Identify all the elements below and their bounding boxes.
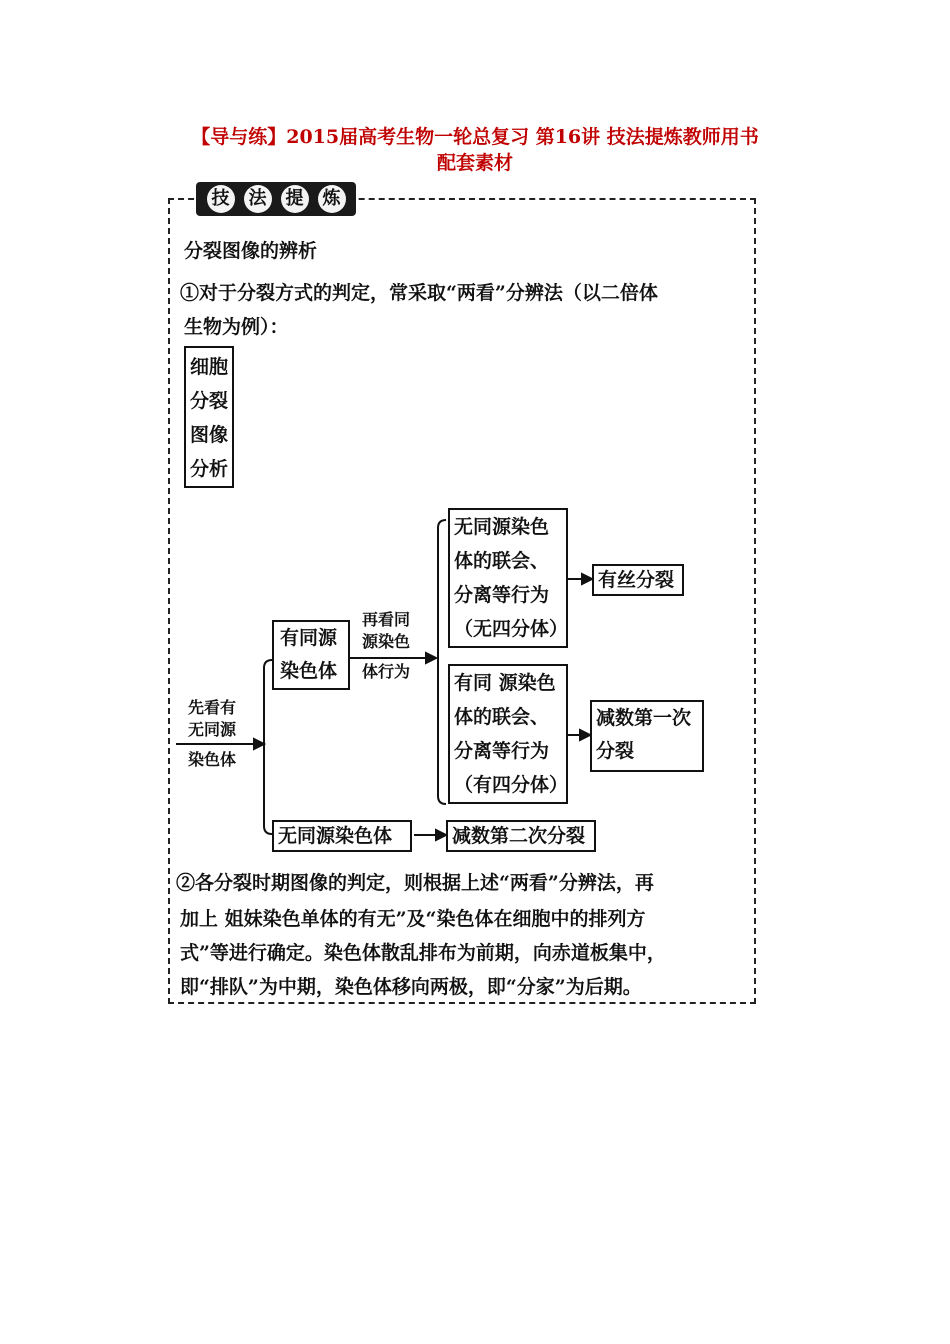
box-line: 分离等行为	[454, 740, 550, 762]
box-line: 分裂	[596, 740, 635, 762]
mitosis-box: 有丝分裂	[592, 564, 684, 596]
box-line: 有同源	[280, 627, 338, 649]
box-line: 体的联会、	[454, 706, 550, 728]
meiosis2-box: 减数第二次分裂	[446, 820, 596, 852]
box-line: 无同源染色	[454, 516, 550, 538]
banner-char: 炼	[318, 185, 346, 213]
first-look-label-3: 染色体	[188, 750, 237, 769]
box-line: 体的联会、	[454, 550, 550, 572]
side-label-line: 分裂	[190, 390, 229, 412]
meiosis1-box	[590, 700, 704, 772]
first-look-label-1: 先看有	[188, 698, 237, 717]
paragraph2-line1: ②各分裂时期图像的判定，则根据上述“两看”分辨法，再	[176, 872, 654, 894]
side-label-line: 图像	[190, 424, 229, 446]
box-line: 染色体	[280, 660, 338, 682]
no-pairing-box	[448, 508, 568, 648]
has-pairing-box	[448, 664, 568, 804]
banner-char: 提	[281, 185, 309, 213]
box-line: 有同 源染色	[454, 672, 556, 694]
box-line: （无四分体）	[454, 618, 569, 640]
section-heading: 分裂图像的辨析	[184, 240, 318, 262]
banner-char: 法	[244, 185, 272, 213]
box-line: （有四分体）	[454, 774, 569, 796]
second-look-label-1: 再看同	[362, 610, 411, 629]
has-homolog-box	[272, 620, 350, 690]
second-look-label-2: 源染色	[362, 632, 411, 651]
no-homolog-box: 无同源染色体	[272, 820, 412, 852]
side-label-line: 分析	[190, 458, 229, 480]
banner-char: 技	[207, 185, 235, 213]
second-look-label-3: 体行为	[362, 662, 411, 681]
first-look-label-2: 无同源	[188, 720, 237, 739]
paragraph1-line2: 生物为例）：	[184, 316, 289, 338]
box-line: 减数第一次	[596, 707, 692, 729]
paragraph2-line4: 即“排队”为中期，染色体移向两极，即“分家”为后期。	[180, 976, 642, 998]
document-title-line1: 【导与练】2015届高考生物一轮总复习 第16讲 技法提炼教师用书	[191, 126, 759, 148]
document-title-line2: 配套素材	[436, 152, 513, 174]
paragraph2-line2: 加上 姐妹染色单体的有无”及“染色体在细胞中的排列方	[180, 908, 646, 930]
box-line: 分离等行为	[454, 584, 550, 606]
paragraph2-line3: 式”等进行确定。染色体散乱排布为前期，向赤道板集中，	[180, 942, 666, 964]
side-label-line: 细胞	[190, 356, 229, 378]
paragraph1-line1: ①对于分裂方式的判定，常采取“两看”分辨法（以二倍体	[180, 282, 658, 304]
